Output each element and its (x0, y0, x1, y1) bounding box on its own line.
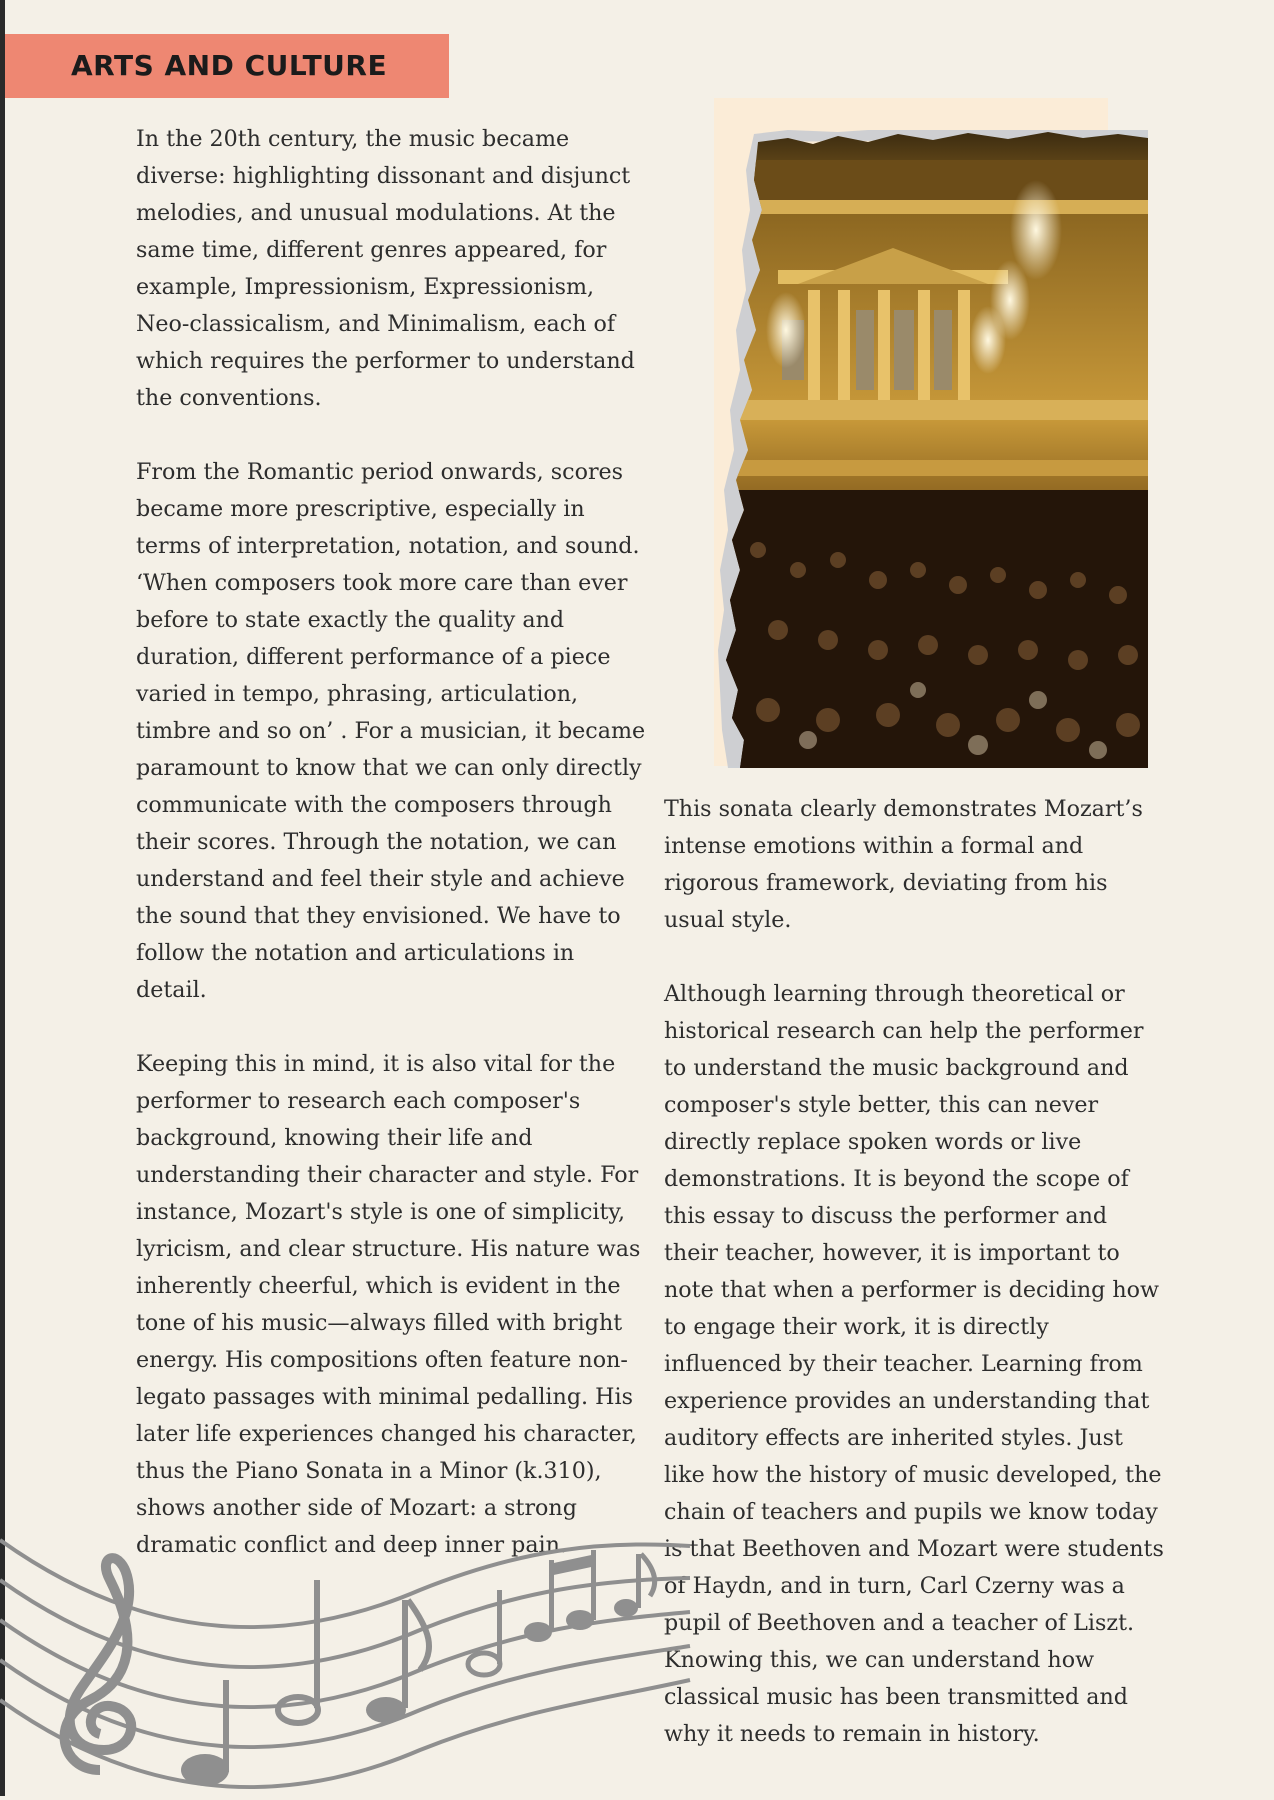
paragraph: Although learning through theoretical or historical research can help the performer to understand the music background and composer's style better, this can never directly replace spoken words or live demonstrations. It is beyond the scope of this essay to discuss the performer and their teacher, however, it is important to note that when a performer is deciding how to engage their work, it is directly influenced by their teacher. Learning from experience provides an understanding that auditory effects are inherited styles. Just like how the history of music developed, the chain of teachers and pupils we know today is that Beethoven and Mozart were students of Haydn, and in turn, Carl Czerny was a pupil of Beethoven and a teacher of Liszt. Knowing this, we can understand how classical music has been transmitted and why it needs to remain in history. (664, 981, 1164, 1747)
paragraph: From the Romantic period onwards, scores became more prescriptive, especially in terms of interpretation, notation, and sound. ‘When composers took more care than ever before to state exactly the quality and duration, different performance of a piece varied in tempo, phrasing, articulation, timbre and so on’ . For a musician, it became paramount to know that we can only directly communicate with the composers through their scores. Through the notation, we can understand and feel their style and achieve the sound that they envisioned. We have to follow the notation and articulations in detail. (136, 459, 646, 1003)
paragraph: This sonata clearly demonstrates Mozart’s intense emotions within a formal and rigorous framework, deviating from his usual style. (664, 796, 1143, 933)
paragraph: Keeping this in mind, it is also vital for the performer to research each composer's background, knowing their life and understanding their character and style. For instance, Mozart's style is one of simplicity, lyricism, and clear structure. His nature was inherently cheerful, which is evident in the tone of his music—always filled with bright energy. His compositions often feature non-legato passages with minimal pedalling. His later life experiences changed his character, thus the Piano Sonata in a Minor (k.310), shows another side of Mozart: a strong dramatic conflict and deep inner pain. (136, 1051, 641, 1558)
concert-hall-photo (718, 130, 1148, 768)
paragraph: In the 20th century, the music became diverse: highlighting dissonant and disjunct melodies, and unusual modulations. At the same time, different genres appeared, for example, Impressionism, Expressionism, Neo-classicalism, and Minimalism, each of which requires the performer to understand the conventions. (136, 126, 635, 411)
section-title: ARTS AND CULTURE (71, 49, 388, 82)
right-column (664, 791, 1164, 1753)
section-banner (5, 34, 449, 98)
left-column (136, 121, 648, 1564)
music-staff-icon (0, 1520, 700, 1796)
